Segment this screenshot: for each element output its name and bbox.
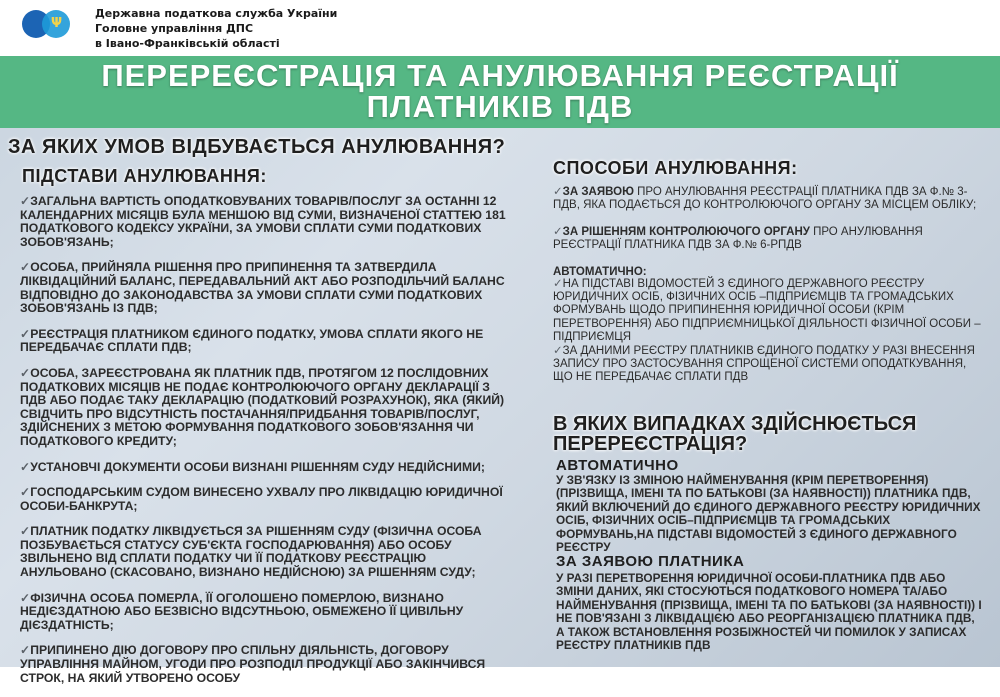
list-item: ✓ПЛАТНИК ПОДАТКУ ЛІКВІДУЄТЬСЯ ЗА РІШЕННЯМ СУДУ (ФІЗИЧНА ОСОБА ПОЗБУВАЄТЬСЯ СТАТУСУ СУБ'ЄКТА ГОСПОДАРЮВАННЯ) АБО ОСОБУ ЗВІЛЬНЕНО ВІД СПЛАТИ ПОДАТКУ ЧИ ЇЇ ПОДАТКОВУ РЕЄСТРАЦІЮ АНУЛЬОВАНО (СКАСОВАНО, ВИЗНАНО НЕДІЙСНОЮ) ЗА РІШЕННЯМ СУДУ; — [20, 524, 482, 580]
automatic-paragraph: У ЗВ'ЯЗКУ ІЗ ЗМІНОЮ НАЙМЕНУВАННЯ (КРІМ ПЕРЕТВОРЕННЯ) (ПРІЗВИЩА, ІМЕНІ ТА ПО БАТЬКОВІ (ЗА НАЯВНОСТІ)) ПЛАТНИКА ПДВ, ЯКИЙ ВКЛЮЧЕНИЙ ДО ЄДИНОГО ДЕРЖАВНОГО РЕЄСТРУ ЮРИДИЧНИХ ОСІБ, ФІЗИЧНИХ ОСІБ–ПІДПРИЄМЦІВ ТА ГРОМАДСЬКИХ ФОРМУВАНЬ,НА ПІДСТАВІ ВІДОМОСТЕЙ З ЄДИНОГО ДЕРЖАВНОГО РЕЄСТРУ — [556, 473, 981, 555]
page-title-line-1: ПЕРЕРЕЄСТРАЦІЯ ТА АНУЛЮВАННЯ РЕЄСТРАЦІЇ — [101, 58, 899, 93]
automatic-label: АВТОМАТИЧНО: — [553, 265, 647, 278]
org-line-3: в Івано-Франківській області — [95, 37, 280, 50]
list-item: ✓УСТАНОВЧІ ДОКУМЕНТИ ОСОБИ ВИЗНАНІ РІШЕННЯМ СУДУ НЕДІЙСНИМИ; — [20, 459, 485, 474]
list-item: ✓ЗАГАЛЬНА ВАРТІСТЬ ОПОДАТКОВУВАНИХ ТОВАРІВ/ПОСЛУГ ЗА ОСТАННІ 12 КАЛЕНДАРНИХ МІСЯЦІВ БУЛА МЕНШОЮ ВІД СУМИ, ВИЗНАЧЕНОЇ СТАТТЕЮ 181 ПОДАТКОВОГО КОДЕКСУ УКРАЇНИ, ЗА УМОВИ СПЛАТИ СУМИ ПОДАТКОВИХ ЗОБОВ'ЯЗАНЬ; — [20, 194, 506, 249]
reregistration-heading: В ЯКИХ ВИПАДКАХ ЗДІЙСНЮЄТЬСЯ ПЕРЕРЕЄСТРАЦІЯ? — [553, 413, 917, 455]
automatic-heading: АВТОМАТИЧНО — [556, 457, 679, 474]
payer-application-heading: ЗА ЗАЯВОЮ ПЛАТНИКА — [556, 553, 745, 570]
automatic-item: ✓НА ПІДСТАВІ ВІДОМОСТЕЙ З ЄДИНОГО ДЕРЖАВНОГО РЕЄСТРУ ЮРИДИЧНИХ ОСІБ, ФІЗИЧНИХ ОСІБ –ПІДПРИЄМЦІВ ТА ГРОМАДСЬКИХ ФОРМУВАНЬ ЩОДО ПРИПИНЕННЯ ЮРИДИЧНОЇ ОСОБИ (КРІМ ПЕРЕТВОРЕННЯ) АБО ПІДПРИЄМНИЦЬКОЇ ДІЯЛЬНОСТІ ФІЗИЧНОЇ ОСОБИ –ПІДПРИЄМЦЯ — [553, 277, 981, 344]
method-by-decision: ✓ЗА РІШЕННЯМ КОНТРОЛЮЮЧОГО ОРГАНУ ПРО АНУЛЮВАННЯ РЕЄСТРАЦІЇ ПЛАТНИКА ПДВ ЗА Ф.№ 6-РПДВ — [553, 225, 923, 252]
annulment-grounds-list — [20, 195, 510, 697]
header — [0, 0, 1000, 56]
list-item: ✓ПРИПИНЕНО ДІЮ ДОГОВОРУ ПРО СПІЛЬНУ ДІЯЛЬНІСТЬ, ДОГОВОРУ УПРАВЛІННЯ МАЙНОМ, УГОДИ ПРО РОЗПОДІЛ ПРОДУКЦІЇ АБО ЗАКІНЧИВСЯ СТРОК, НА ЯКИЙ УТВОРЕНО ОСОБУ — [20, 643, 486, 685]
org-line-1: Державна податкова служба України — [95, 7, 338, 20]
page-title — [0, 60, 1000, 122]
annulment-methods-heading: СПОСОБИ АНУЛЮВАННЯ: — [553, 158, 798, 178]
list-item: ✓ОСОБА, ЗАРЕЄСТРОВАНА ЯК ПЛАТНИК ПДВ, ПРОТЯГОМ 12 ПОСЛІДОВНИХ ПОДАТКОВИХ МІСЯЦІВ НЕ ПОДАЄ КОНТРОЛЮЮЧОГО ОРГАНУ ДЕКЛАРАЦІЇ З ПДВ АБО ПОДАЄ ТАКУ ДЕКЛАРАЦІЮ (ПОДАТКОВИЙ РОЗРАХУНОК), ЯКА (ЯКИЙ) СВІДЧИТЬ ПРО ВІДСУТНІСТЬ ПОСТАЧАННЯ/ПРИДБАННЯ ТОВАРІВ/ПОСЛУГ, ЗДІЙСНЕНИХ З МЕТОЮ ФОРМУВАННЯ ПОДАТКОВОГО ЗОБОВ'ЯЗАННЯ ЧИ ПОДАТКОВОГО КРЕДИТУ; — [20, 365, 505, 448]
list-item: ✓ОСОБА, ПРИЙНЯЛА РІШЕННЯ ПРО ПРИПИНЕННЯ ТА ЗАТВЕРДИЛА ЛІКВІДАЦІЙНИЙ БАЛАНС, ПЕРЕДАВАЛЬНИЙ АКТ АБО РОЗПОДІЛЬЧИЙ БАЛАНС ВІДПОВІДНО ДО ЗАКОНОДАВСТВА ЗА УМОВИ СПЛАТИ СУМИ ПОДАТКОВИХ ЗОБОВ'ЯЗАНЬ ІЗ ПДВ; — [20, 260, 505, 316]
org-line-2: Головне управління ДПС — [95, 22, 254, 35]
organization-name — [95, 6, 337, 51]
list-item: ✓РЕЄСТРАЦІЯ ПЛАТНИКОМ ЄДИНОГО ПОДАТКУ, УМОВА СПЛАТИ ЯКОГО НЕ ПЕРЕДБАЧАЄ СПЛАТИ ПДВ; — [20, 326, 484, 355]
annulment-methods — [553, 186, 983, 385]
list-item: ✓ГОСПОДАРСЬКИМ СУДОМ ВИНЕСЕНО УХВАЛУ ПРО ЛІКВІДАЦІЮ ЮРИДИЧНОЇ ОСОБИ-БАНКРУТА; — [20, 485, 503, 513]
list-item: ✓ФІЗИЧНА ОСОБА ПОМЕРЛА, ЇЇ ОГОЛОШЕНО ПОМЕРЛОЮ, ВИЗНАНО НЕДІЄЗДАТНОЮ АБО БЕЗВІСНО ВІДСУТНЬОЮ, ОБМЕЖЕНО ЇЇ ЦИВІЛЬНУ ДІЄЗДАТНІСТЬ; — [20, 590, 464, 632]
annulment-grounds-heading: ПІДСТАВИ АНУЛЮВАННЯ: — [22, 166, 267, 186]
automatic-item: ✓ЗА ДАНИМИ РЕЄСТРУ ПЛАТНИКІВ ЄДИНОГО ПОДАТКУ У РАЗІ ВНЕСЕННЯ ЗАПИСУ ПРО ЗАСТОСУВАННЯ СПРОЩЕНОЇ СИСТЕМИ ОПОДАТКУВАННЯ, ЩО НЕ ПЕРЕДБАЧАЄ СПЛАТИ ПДВ — [553, 344, 975, 384]
tax-service-logo-icon: Ψ — [22, 10, 74, 40]
annulment-conditions-heading: ЗА ЯКИХ УМОВ ВІДБУВАЄТЬСЯ АНУЛЮВАННЯ? — [8, 136, 506, 158]
payer-application-paragraph: У РАЗІ ПЕРЕТВОРЕННЯ ЮРИДИЧНОЇ ОСОБИ-ПЛАТНИКА ПДВ АБО ЗМІНИ ДАНИХ, ЯКІ СТОСУЮТЬСЯ ПОДАТКОВОГО НОМЕРА ТА/АБО НАЙМЕНУВАННЯ (ПРІЗВИЩА, ІМЕНІ ТА ПО БАТЬКОВІ (ЗА НАЯВНОСТІ)) І НЕ ПОВ'ЯЗАНІ З ЛІКВІДАЦІЄЮ АБО РЕОРГАНІЗАЦІЄЮ ПЛАТНИКА ПДВ, А ТАКОЖ ВСТАНОВЛЕННЯ РОЗБІЖНОСТЕЙ ЧИ ПОМИЛОК У ЗАПИСАХ РЕЄСТРУ ПЛАТНИКІВ ПДВ — [556, 571, 982, 653]
page-title-line-2: ПЛАТНИКІВ ПДВ — [366, 89, 634, 124]
method-by-application: ✓ЗА ЗАЯВОЮ ПРО АНУЛЮВАННЯ РЕЄСТРАЦІЇ ПЛАТНИКА ПДВ ЗА Ф.№ 3-ПДВ, ЯКА ПОДАЄТЬСЯ ДО КОНТРОЛЮЮЧОГО ОРГАНУ ЗА МІСЦЕМ ОБЛІКУ; — [553, 186, 977, 212]
